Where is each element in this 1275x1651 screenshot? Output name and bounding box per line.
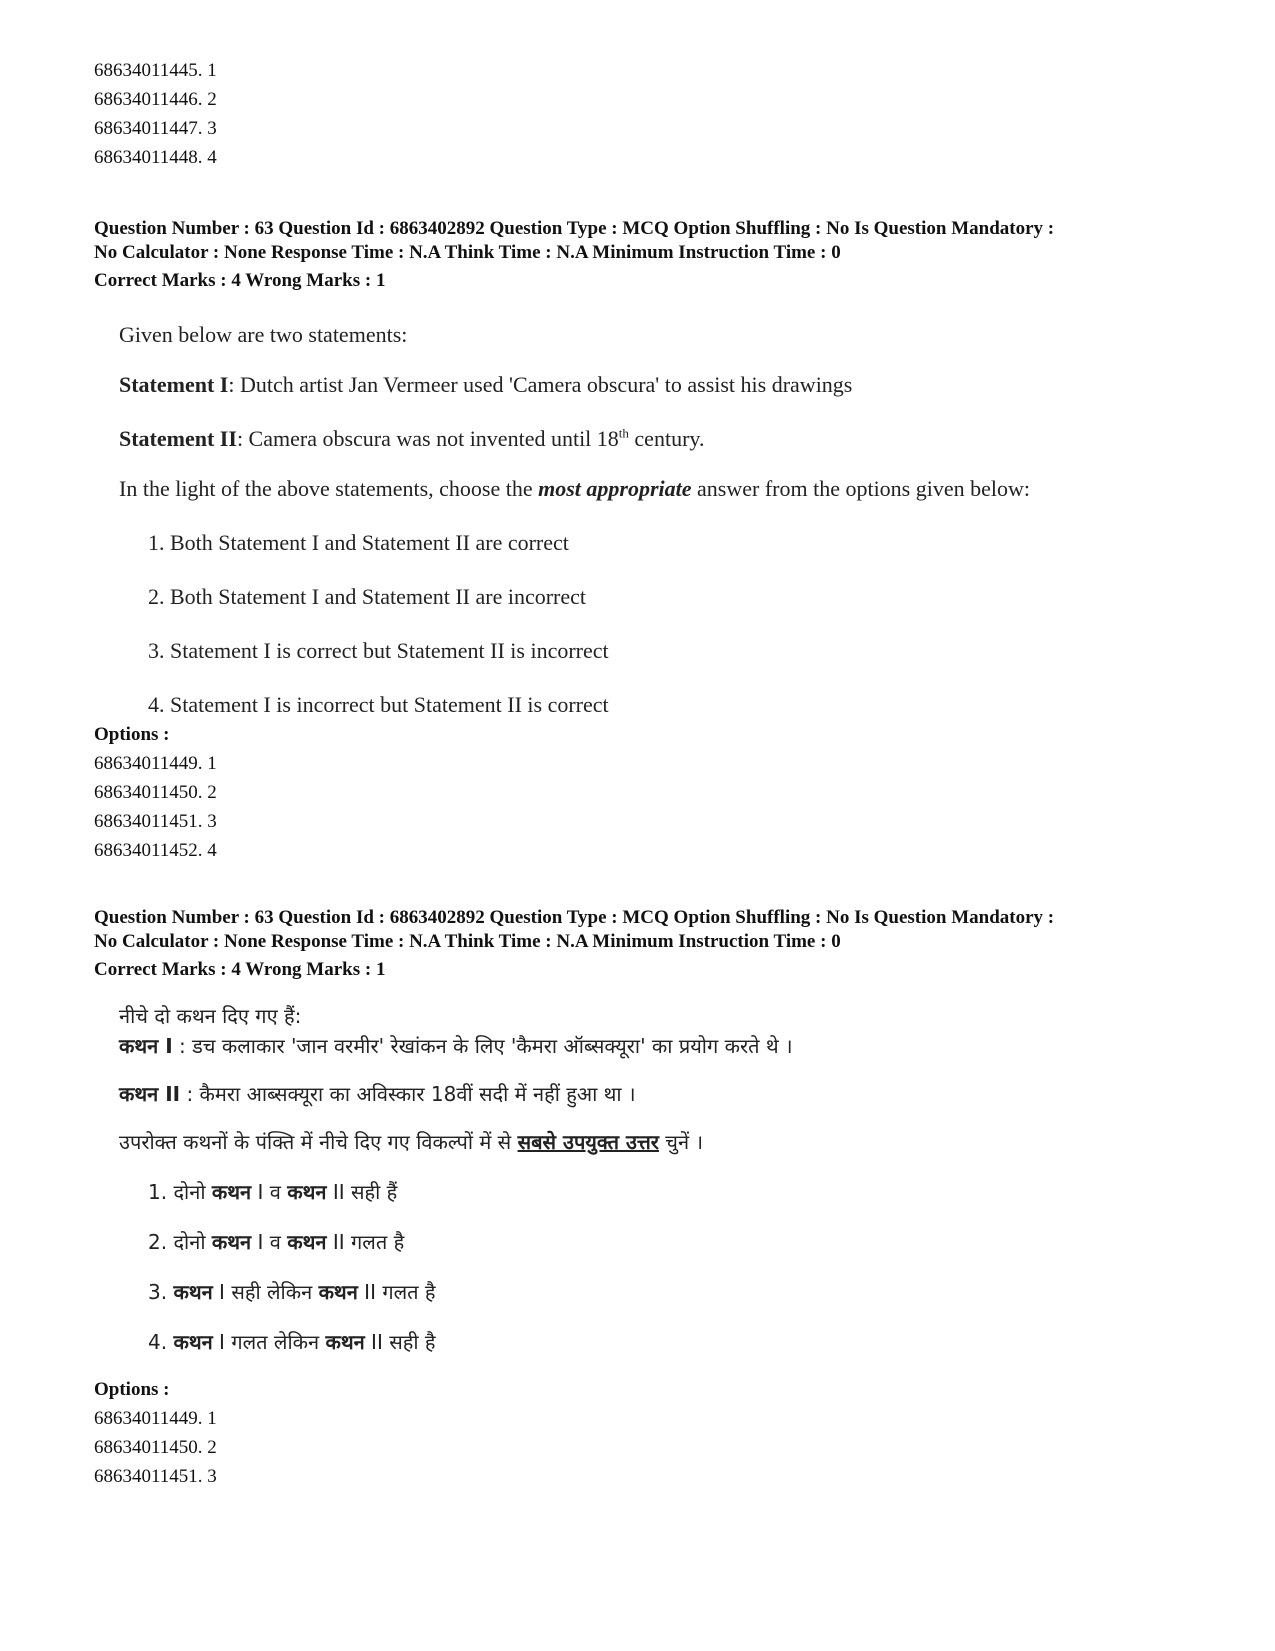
option-item: 68634011450. 2 xyxy=(94,1437,217,1458)
header-line: No Calculator : None Response Time : N.A Think Time : N.A Minimum Instruction Time : 0 xyxy=(94,242,841,263)
choice-keyword: कथन xyxy=(287,1230,327,1254)
choice-item: 2. Both Statement I and Statement II are incorrect xyxy=(148,584,587,609)
choice-keyword: कथन xyxy=(287,1180,327,1204)
question-body-english xyxy=(119,321,1235,745)
choice-number: 4. xyxy=(148,1330,174,1354)
option-item: 68634011452. 4 xyxy=(94,840,217,861)
choice-keyword: कथन xyxy=(211,1230,252,1254)
options-section xyxy=(94,1375,1235,1491)
choice-number: 2. दोनो xyxy=(148,1230,212,1254)
statement-label: Statement II xyxy=(119,426,237,451)
choice-text: II सही है xyxy=(364,1330,436,1354)
statement-label: कथन I xyxy=(119,1034,173,1058)
choice-keyword: कथन xyxy=(318,1280,358,1304)
options-label: Options : xyxy=(94,724,170,745)
choice-keyword: कथन xyxy=(325,1330,365,1354)
choice-text: I सही लेकिन xyxy=(212,1280,319,1304)
choice-item xyxy=(148,1178,1235,1206)
options-label: Options : xyxy=(94,1379,170,1400)
option-item: 68634011449. 1 xyxy=(94,1408,217,1429)
choices-list xyxy=(148,529,1235,719)
superscript: th xyxy=(618,425,629,441)
statement-text: : कैमरा आब्सक्यूरा का अविस्कार 18वीं सदी में नहीं हुआ था । xyxy=(180,1082,636,1106)
header-line: Question Number : 63 Question Id : 6863402892 Question Type : MCQ Option Shuffling : No Is Question Mandatory : xyxy=(94,218,1055,239)
choice-text: I व xyxy=(251,1230,288,1254)
instruction-text: In the light of the above statements, choose the xyxy=(119,476,539,501)
choice-keyword: कथन xyxy=(211,1180,252,1204)
instruction-emphasis: सबसे उपयुक्त उत्तर xyxy=(517,1130,659,1154)
choice-keyword: कथन xyxy=(173,1330,213,1354)
instruction-emphasis: most appropriate xyxy=(538,476,692,501)
options-section xyxy=(94,720,1235,865)
statement-text: : डच कलाकार 'जान वरमीर' रेखांकन के लिए 'कैमरा ऑब्सक्यूरा' का प्रयोग करते थे । xyxy=(172,1034,793,1058)
question-intro: नीचे दो कथन दिए गए हैं: xyxy=(119,1004,302,1028)
choice-number: 1. दोनो xyxy=(148,1180,212,1204)
statement-1 xyxy=(119,371,1235,399)
choice-text: II गलत है xyxy=(326,1230,405,1254)
question-body-hindi xyxy=(119,1002,1235,1356)
option-item: 68634011451. 3 xyxy=(94,811,217,832)
header-line: Question Number : 63 Question Id : 6863402892 Question Type : MCQ Option Shuffling : No Is Question Mandatory : xyxy=(94,907,1055,928)
statement-2 xyxy=(119,425,1235,453)
choice-text: I व xyxy=(251,1180,288,1204)
instruction-text: चुनें । xyxy=(658,1130,704,1154)
choice-text: II सही हैं xyxy=(326,1180,398,1204)
option-item: 68634011445. 1 xyxy=(94,60,217,81)
option-item: 68634011446. 2 xyxy=(94,89,217,110)
choices-list xyxy=(148,1178,1235,1356)
question-instruction xyxy=(119,475,1235,503)
choice-item: 3. Statement I is correct but Statement II is incorrect xyxy=(148,638,609,663)
choice-item: 4. Statement I is incorrect but Statement II is correct xyxy=(148,692,609,717)
statement-1 xyxy=(119,1032,1235,1060)
statement-text: : Dutch artist Jan Vermeer used 'Camera obscura' to assist his drawings xyxy=(228,372,853,397)
header-line: No Calculator : None Response Time : N.A Think Time : N.A Minimum Instruction Time : 0 xyxy=(94,931,841,952)
choice-item: 1. Both Statement I and Statement II are correct xyxy=(148,530,569,555)
question-instruction xyxy=(119,1128,1235,1156)
marks-line: Correct Marks : 4 Wrong Marks : 1 xyxy=(94,959,386,980)
option-item: 68634011451. 3 xyxy=(94,1466,217,1487)
marks-line: Correct Marks : 4 Wrong Marks : 1 xyxy=(94,270,386,291)
statement-label: कथन II xyxy=(119,1082,181,1106)
choice-item xyxy=(148,1228,1235,1256)
choice-item xyxy=(148,1328,1235,1356)
choice-keyword: कथन xyxy=(173,1280,213,1304)
statement-label: Statement I xyxy=(119,372,229,397)
option-item: 68634011449. 1 xyxy=(94,753,217,774)
prev-options-list xyxy=(94,56,1235,172)
choice-text: II गलत है xyxy=(357,1280,436,1304)
statement-tail: century. xyxy=(628,426,705,451)
option-item: 68634011450. 2 xyxy=(94,782,217,803)
question-header xyxy=(94,217,1235,293)
instruction-text: उपरोक्त कथनों के पंक्ति में नीचे दिए गए विकल्पों में से xyxy=(119,1130,518,1154)
option-item: 68634011447. 3 xyxy=(94,118,217,139)
choice-text: I गलत लेकिन xyxy=(212,1330,326,1354)
statement-text: : Camera obscura was not invented until 18 xyxy=(236,426,619,451)
choice-item xyxy=(148,1278,1235,1306)
choice-number: 3. xyxy=(148,1280,174,1304)
question-header xyxy=(94,906,1235,982)
instruction-text: answer from the options given below: xyxy=(691,476,1031,501)
option-item: 68634011448. 4 xyxy=(94,147,217,168)
statement-2 xyxy=(119,1080,1235,1108)
question-intro: Given below are two statements: xyxy=(119,322,408,347)
